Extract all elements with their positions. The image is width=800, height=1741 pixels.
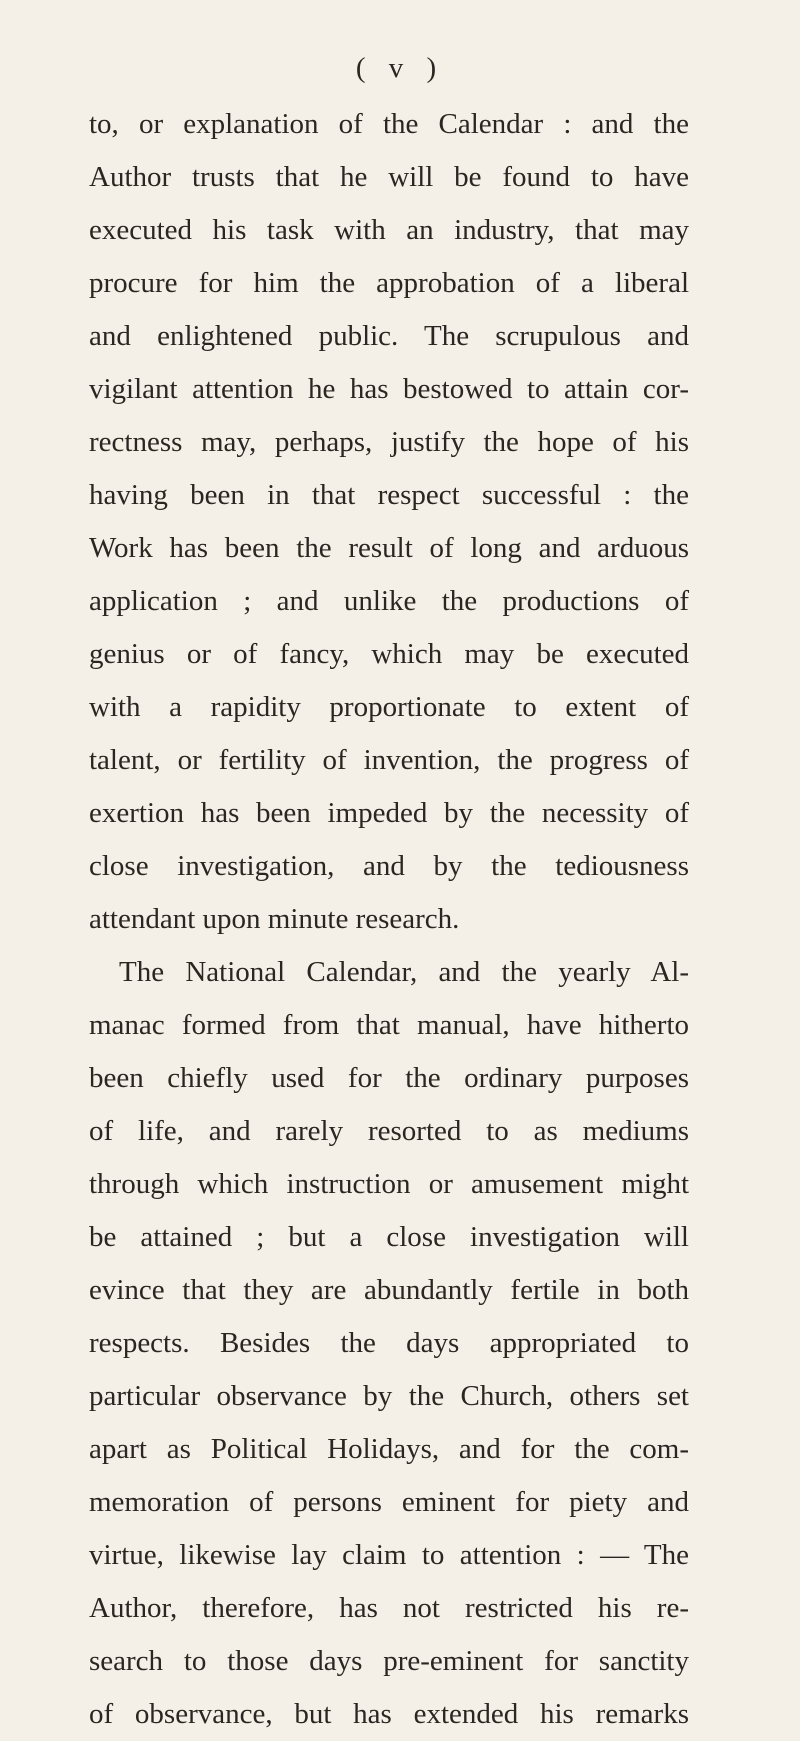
text-line: search to those days pre-eminent for sanctity	[89, 1645, 689, 1677]
body-text	[89, 98, 689, 1741]
text-line: particular observance by the Church, others set	[89, 1380, 689, 1412]
text-line: talent, or fertility of invention, the progress of	[89, 744, 689, 776]
text-line: vigilant attention he has bestowed to attain cor-	[89, 373, 689, 405]
text-line: application ; and unlike the productions of	[89, 585, 689, 617]
page-number: ( v )	[355, 52, 445, 84]
text-line: having been in that respect successful : the	[89, 479, 689, 511]
text-line: memoration of persons eminent for piety and	[89, 1486, 689, 1518]
text-line: attendant upon minute research.	[89, 903, 460, 935]
text-line: executed his task with an industry, that may	[89, 214, 689, 246]
text-line: with a rapidity proportionate to extent of	[89, 691, 689, 723]
text-line: The National Calendar, and the yearly Al-	[119, 956, 689, 988]
text-line: been chiefly used for the ordinary purposes	[89, 1062, 689, 1094]
text-line: respects. Besides the days appropriated to	[89, 1327, 689, 1359]
text-line: evince that they are abundantly fertile in both	[89, 1274, 689, 1306]
text-line: Work has been the result of long and arduous	[89, 532, 689, 564]
text-line: apart as Political Holidays, and for the com-	[89, 1433, 689, 1465]
text-line: rectness may, perhaps, justify the hope of his	[89, 426, 689, 458]
text-line: close investigation, and by the tediousness	[89, 850, 689, 882]
text-line: Author, therefore, has not restricted his re-	[89, 1592, 689, 1624]
text-line: procure for him the approbation of a liberal	[89, 267, 689, 299]
text-line: manac formed from that manual, have hitherto	[89, 1009, 689, 1041]
text-line: to, or explanation of the Calendar : and the	[89, 108, 689, 140]
text-line: and enlightened public. The scrupulous and	[89, 320, 689, 352]
text-line: Author trusts that he will be found to have	[89, 161, 689, 193]
text-line: of life, and rarely resorted to as mediums	[89, 1115, 689, 1147]
text-line: of observance, but has extended his remarks	[89, 1698, 689, 1730]
text-line: through which instruction or amusement might	[89, 1168, 689, 1200]
text-line: genius or of fancy, which may be executed	[89, 638, 689, 670]
text-line: exertion has been impeded by the necessity of	[89, 797, 689, 829]
text-line: virtue, likewise lay claim to attention : — The	[89, 1539, 689, 1571]
text-line: be attained ; but a close investigation will	[89, 1221, 689, 1253]
